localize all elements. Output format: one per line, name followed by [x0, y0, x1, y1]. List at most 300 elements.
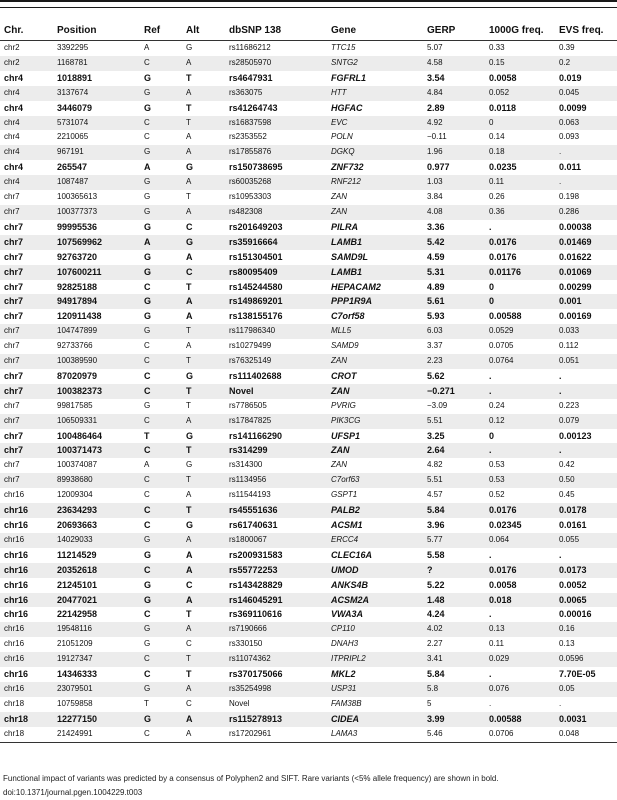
cell-freq-1000g: 0.53 — [489, 460, 505, 470]
cell-freq-evs: 0.112 — [559, 341, 579, 351]
cell-dbsnp: rs11074362 — [225, 652, 327, 667]
cell-freq-1000g: 0.00588 — [489, 311, 522, 322]
cell-freq-1000g: 0.0176 — [485, 563, 555, 578]
header-gene: Gene — [327, 20, 423, 41]
cell-ref: G — [140, 294, 182, 309]
variants-table — [0, 20, 617, 743]
cell-dbsnp: rs55772253 — [225, 563, 327, 578]
cell-alt: T — [186, 72, 192, 83]
cell-freq-1000g: 0.02345 — [489, 520, 522, 530]
cell-freq-1000g: 0.018 — [485, 593, 555, 608]
cell-freq-1000g: 0.0764 — [485, 354, 555, 369]
cell-dbsnp: rs1800067 — [225, 533, 327, 548]
cell-freq-evs: 0.001 — [555, 294, 617, 309]
table-row — [0, 280, 617, 295]
cell-freq-evs: 0.05 — [555, 682, 617, 697]
cell-dbsnp: rs200931583 — [229, 549, 283, 560]
table-row — [0, 71, 617, 86]
cell-gene: CROT — [331, 370, 357, 381]
cell-gerp: 5.61 — [423, 294, 485, 309]
header-gerp: GERP — [423, 20, 485, 41]
cell-dbsnp: rs138155176 — [229, 311, 283, 322]
cell-ref: G — [140, 205, 182, 220]
cell-freq-1000g: 0.029 — [485, 652, 555, 667]
cell-dbsnp: rs11544193 — [229, 490, 271, 500]
cell-gene: ZAN — [327, 205, 423, 220]
header-position: Position — [53, 20, 140, 41]
table-row — [0, 101, 617, 116]
cell-alt: A — [186, 549, 193, 560]
cell-alt: A — [186, 341, 192, 351]
cell-freq-1000g: 0.18 — [485, 145, 555, 160]
cell-alt: A — [186, 311, 193, 322]
cell-gene: ANKS4B — [331, 579, 369, 590]
cell-position: 19548116 — [53, 622, 140, 637]
cell-freq-evs: 0.2 — [555, 56, 617, 71]
cell-gene: EVC — [327, 116, 423, 131]
cell-dbsnp: rs10279499 — [229, 341, 272, 351]
cell-chr: chr16 — [4, 609, 29, 620]
table-row — [0, 86, 617, 101]
table-row — [0, 697, 617, 712]
cell-alt: C — [186, 698, 192, 708]
cell-gerp: 3.99 — [423, 712, 485, 727]
cell-gene: HTT — [327, 86, 423, 101]
table-row — [0, 518, 617, 533]
cell-gene: POLN — [331, 132, 353, 142]
cell-dbsnp: rs2353552 — [229, 132, 267, 142]
cell-gene: MLL5 — [327, 324, 423, 339]
cell-position: 100374087 — [57, 460, 98, 470]
cell-freq-evs: 0.0052 — [559, 579, 587, 590]
cell-alt: T — [186, 669, 192, 680]
cell-freq-evs: 0.13 — [559, 639, 575, 649]
cell-freq-1000g: 0.076 — [485, 682, 555, 697]
cell-dbsnp: rs150738695 — [229, 162, 283, 173]
cell-gerp: −0.11 — [427, 132, 447, 142]
cell-freq-1000g: 0.064 — [485, 533, 555, 548]
cell-freq-evs: 0.16 — [555, 622, 617, 637]
cell-position: 99995536 — [57, 221, 98, 232]
cell-chr: chr4 — [0, 116, 53, 131]
cell-alt: C — [186, 579, 193, 590]
cell-chr: chr7 — [0, 294, 53, 309]
cell-alt: A — [182, 145, 225, 160]
cell-gerp: 4.84 — [423, 86, 485, 101]
cell-freq-1000g: 0.52 — [489, 490, 505, 500]
cell-gerp: 1.48 — [423, 593, 485, 608]
table-row — [0, 399, 617, 414]
cell-gene: ZNF732 — [331, 162, 364, 173]
cell-freq-1000g: 0.0176 — [485, 503, 555, 518]
cell-freq-1000g: 0 — [485, 116, 555, 131]
table-row — [0, 309, 617, 324]
header-1000g-freq: 1000G freq. — [485, 20, 555, 41]
cell-position: 21424991 — [53, 727, 140, 742]
cell-ref: C — [140, 652, 182, 667]
cell-position: 107569962 — [53, 235, 140, 250]
cell-gene: PALB2 — [327, 503, 423, 518]
cell-gene: ACSM1 — [331, 520, 363, 530]
cell-position: 265547 — [57, 162, 88, 173]
table-row — [0, 205, 617, 220]
cell-dbsnp: rs201649203 — [229, 221, 283, 232]
cell-dbsnp: rs28505970 — [225, 56, 327, 71]
cell-gerp: −0.271 — [423, 384, 485, 399]
cell-freq-1000g: . — [489, 698, 492, 708]
cell-freq-evs: 0.048 — [555, 727, 617, 742]
cell-dbsnp: rs117986340 — [225, 324, 327, 339]
cell-gerp: 5 — [427, 698, 432, 708]
cell-gerp: 3.37 — [427, 341, 443, 351]
cell-gerp: 5.31 — [423, 265, 485, 280]
cell-ref: G — [140, 265, 182, 280]
cell-dbsnp: rs151304501 — [229, 251, 283, 262]
cell-alt: G — [186, 520, 194, 530]
cell-alt: T — [182, 116, 225, 131]
cell-position: 92733766 — [57, 341, 93, 351]
cell-gene: ZAN — [327, 443, 423, 458]
cell-alt: T — [186, 281, 192, 292]
table-row — [0, 652, 617, 667]
cell-chr: chr2 — [4, 43, 20, 52]
table-row — [0, 667, 617, 682]
cell-chr: chr16 — [0, 593, 53, 608]
cell-gene: LAMB1 — [327, 265, 423, 280]
cell-ref: C — [140, 473, 182, 488]
header-chr: Chr. — [0, 20, 53, 41]
cell-ref: C — [140, 56, 182, 71]
cell-alt: A — [182, 86, 225, 101]
cell-gene: RNF212 — [327, 175, 423, 190]
cell-position: 99817585 — [57, 400, 93, 410]
cell-dbsnp: rs363075 — [225, 86, 327, 101]
cell-chr: chr7 — [4, 311, 24, 322]
cell-ref: G — [144, 72, 152, 83]
cell-gene: UFSP1 — [331, 430, 361, 441]
cell-ref: G — [140, 175, 182, 190]
cell-ref: C — [140, 354, 182, 369]
cell-freq-evs: 0.045 — [555, 86, 617, 101]
cell-freq-1000g: 0.0529 — [485, 324, 555, 339]
cell-freq-evs: 0.00169 — [559, 311, 592, 322]
table-row — [0, 220, 617, 235]
cell-gene: HEPACAM2 — [331, 281, 381, 292]
cell-freq-evs: 0.00038 — [559, 221, 592, 232]
cell-gene: FAM38B — [331, 698, 362, 708]
cell-chr: chr18 — [0, 712, 53, 727]
table-row — [0, 607, 617, 622]
cell-alt: G — [186, 460, 193, 470]
cell-gene: ZAN — [327, 384, 423, 399]
cell-freq-evs: 0.00016 — [559, 609, 592, 620]
cell-position: 14029033 — [53, 533, 140, 548]
cell-freq-1000g: . — [489, 669, 492, 680]
cell-ref: C — [144, 520, 151, 530]
cell-chr: chr7 — [4, 370, 24, 381]
cell-alt: A — [182, 563, 225, 578]
cell-dbsnp: rs149869201 — [225, 294, 327, 309]
cell-freq-1000g: 0 — [485, 294, 555, 309]
cell-gerp: 5.42 — [423, 235, 485, 250]
cell-alt: A — [182, 622, 225, 637]
cell-ref: G — [140, 86, 182, 101]
table-row — [0, 354, 617, 369]
table-row — [0, 145, 617, 160]
cell-ref: G — [140, 145, 182, 160]
cell-ref: G — [140, 593, 182, 608]
cell-chr: chr7 — [0, 473, 53, 488]
cell-position: 1087487 — [53, 175, 140, 190]
table-row — [0, 578, 617, 593]
cell-alt: T — [186, 192, 191, 202]
header-dbsnp: dbSNP 138 — [225, 20, 327, 41]
cell-chr: chr7 — [0, 414, 53, 429]
cell-freq-evs: . — [555, 443, 617, 458]
cell-chr: chr16 — [0, 533, 53, 548]
cell-gene: C7orf58 — [331, 311, 365, 322]
cell-dbsnp: Novel — [229, 698, 250, 708]
cell-gerp: 5.84 — [423, 503, 485, 518]
cell-ref: G — [140, 682, 182, 697]
cell-ref: G — [144, 579, 152, 590]
cell-ref: C — [140, 116, 182, 131]
cell-dbsnp: rs61740631 — [229, 520, 278, 530]
cell-gerp: 5.93 — [427, 311, 445, 322]
cell-gene: MKL2 — [331, 669, 356, 680]
cell-alt: T — [186, 102, 192, 113]
cell-freq-1000g: 0.01176 — [485, 265, 555, 280]
cell-position: 106509331 — [53, 414, 140, 429]
cell-position: 100377373 — [53, 205, 140, 220]
table-row — [0, 443, 617, 458]
table-row — [0, 369, 617, 384]
cell-freq-evs: 0.39 — [559, 43, 575, 52]
cell-freq-1000g: 0.15 — [485, 56, 555, 71]
cell-freq-evs: 0.063 — [555, 116, 617, 131]
cell-gene: CIDEA — [327, 712, 423, 727]
cell-freq-evs: 0.079 — [555, 414, 617, 429]
cell-ref: C — [140, 727, 182, 742]
cell-dbsnp: rs143428829 — [229, 579, 283, 590]
cell-alt: T — [186, 400, 191, 410]
cell-position: 967191 — [53, 145, 140, 160]
table-row — [0, 488, 617, 503]
header-ref: Ref — [140, 20, 182, 41]
cell-alt: T — [182, 443, 225, 458]
table-row — [0, 41, 617, 56]
cell-alt: T — [182, 354, 225, 369]
table-row — [0, 563, 617, 578]
cell-alt: A — [182, 533, 225, 548]
cell-gerp: 3.54 — [427, 72, 445, 83]
cell-ref: G — [144, 400, 151, 410]
table-footnote: Functional impact of variants was predicted by a consensus of Polyphen2 and SIFT. Rare variants (<5% allele frequency) are shown in bold. — [3, 774, 499, 783]
cell-alt: A — [186, 132, 192, 142]
cell-freq-evs: 0.093 — [559, 132, 580, 142]
cell-alt: T — [182, 503, 225, 518]
cell-freq-evs: 0.286 — [555, 205, 617, 220]
table-row — [0, 265, 617, 280]
cell-dbsnp: rs7786505 — [229, 400, 267, 410]
cell-chr: chr16 — [0, 503, 53, 518]
cell-alt: T — [182, 324, 225, 339]
cell-ref: A — [144, 162, 151, 173]
cell-freq-evs: 0.50 — [555, 473, 617, 488]
cell-position: 12009304 — [57, 490, 93, 500]
cell-ref: G — [140, 622, 182, 637]
cell-gerp: 5.77 — [423, 533, 485, 548]
cell-chr: chr7 — [4, 430, 24, 441]
cell-position: 23079501 — [53, 682, 140, 697]
cell-gene: SAMD9 — [331, 341, 359, 351]
cell-gene: PPP1R9A — [327, 294, 423, 309]
table-row — [0, 712, 617, 727]
cell-gene: CP110 — [327, 622, 423, 637]
cell-gene: HGFAC — [331, 102, 363, 113]
cell-freq-1000g: 0.0058 — [489, 72, 517, 83]
cell-freq-1000g: 0 — [489, 281, 495, 292]
cell-freq-evs: . — [555, 145, 617, 160]
cell-position: 23634293 — [53, 503, 140, 518]
cell-freq-evs: 0.01469 — [555, 235, 617, 250]
cell-alt: G — [186, 43, 193, 52]
cell-position: 20693663 — [57, 520, 98, 530]
cell-alt: A — [182, 205, 225, 220]
cell-chr: chr16 — [0, 622, 53, 637]
cell-gene: UMOD — [327, 563, 423, 578]
cell-dbsnp: rs314299 — [225, 443, 327, 458]
cell-alt: T — [182, 384, 225, 399]
header-evs-freq: EVS freq. — [555, 20, 617, 41]
cell-dbsnp: rs370175066 — [229, 669, 283, 680]
cell-chr: chr18 — [4, 698, 25, 708]
cell-gerp: 4.82 — [427, 460, 443, 470]
cell-alt: G — [186, 370, 194, 381]
cell-position: 100389590 — [53, 354, 140, 369]
cell-gene: ACSM2A — [327, 593, 423, 608]
cell-chr: chr7 — [4, 400, 20, 410]
table-row — [0, 622, 617, 637]
cell-chr: chr16 — [4, 669, 29, 680]
cell-chr: chr7 — [0, 205, 53, 220]
cell-freq-1000g: 0.0058 — [489, 579, 517, 590]
cell-position: 5731074 — [53, 116, 140, 131]
cell-dbsnp: rs17847825 — [225, 414, 327, 429]
top-rule-secondary — [0, 7, 617, 8]
cell-freq-evs: 0.0065 — [555, 593, 617, 608]
cell-position: 20477021 — [53, 593, 140, 608]
cell-freq-1000g: 0.12 — [485, 414, 555, 429]
cell-chr: chr7 — [4, 192, 20, 202]
cell-chr: chr4 — [4, 72, 24, 83]
cell-freq-evs: . — [555, 384, 617, 399]
cell-alt: A — [182, 56, 225, 71]
table-row — [0, 473, 617, 488]
cell-gene: FGFRL1 — [331, 72, 366, 83]
cell-freq-1000g: 0.14 — [489, 132, 505, 142]
cell-position: 89938680 — [53, 473, 140, 488]
cell-chr: chr4 — [0, 175, 53, 190]
cell-freq-1000g: 0.0706 — [485, 727, 555, 742]
doi-label: doi:10.1371/journal.pgen.1004229.t003 — [3, 788, 143, 797]
cell-gerp: 5.58 — [427, 549, 445, 560]
cell-freq-1000g: 0.36 — [485, 205, 555, 220]
cell-dbsnp: rs1134956 — [225, 473, 327, 488]
cell-dbsnp: rs111402688 — [229, 370, 282, 381]
table-row — [0, 414, 617, 429]
cell-chr: chr7 — [4, 281, 24, 292]
cell-ref: A — [144, 43, 150, 52]
cell-gerp: 4.24 — [427, 609, 445, 620]
cell-dbsnp: rs80095409 — [225, 265, 327, 280]
cell-freq-evs: 0.223 — [559, 400, 580, 410]
cell-alt: C — [186, 639, 192, 649]
cell-gene: ZAN — [331, 192, 347, 202]
cell-position: 3446079 — [57, 102, 93, 113]
cell-position: 20352618 — [53, 563, 140, 578]
cell-ref: G — [144, 639, 151, 649]
cell-gene: CLEC16A — [331, 549, 373, 560]
cell-gene: SAMD9L — [331, 251, 369, 262]
cell-freq-evs: . — [559, 698, 562, 708]
cell-chr: chr4 — [4, 162, 24, 173]
cell-freq-evs: 7.70E-05 — [559, 669, 596, 680]
cell-freq-1000g: 0.53 — [485, 473, 555, 488]
cell-chr: chr7 — [0, 324, 53, 339]
cell-freq-evs: . — [555, 175, 617, 190]
cell-position: 107600211 — [53, 265, 140, 280]
cell-gene: PILRA — [331, 221, 358, 232]
cell-dbsnp: rs16837598 — [225, 116, 327, 131]
table-row — [0, 250, 617, 265]
cell-chr: chr7 — [0, 443, 53, 458]
cell-gerp: 3.96 — [427, 520, 445, 530]
cell-dbsnp: rs115278913 — [225, 712, 327, 727]
cell-dbsnp: rs369110616 — [229, 609, 283, 620]
table-row — [0, 682, 617, 697]
cell-freq-1000g: . — [489, 370, 492, 381]
cell-ref: C — [140, 563, 182, 578]
cell-gerp: 5.22 — [427, 579, 445, 590]
cell-chr: chr7 — [4, 221, 24, 232]
cell-position: 92763720 — [57, 251, 98, 262]
cell-gene: ITPRIPL2 — [327, 652, 423, 667]
cell-freq-1000g: 0.11 — [485, 175, 555, 190]
cell-position: 94917894 — [53, 294, 140, 309]
cell-chr: chr16 — [0, 563, 53, 578]
cell-freq-1000g: . — [489, 609, 492, 620]
cell-ref: A — [140, 235, 182, 250]
table-row — [0, 458, 617, 473]
cell-freq-1000g: 0.33 — [489, 43, 505, 52]
table-body — [0, 41, 617, 743]
cell-gerp: 3.25 — [427, 430, 445, 441]
cell-alt: A — [182, 727, 225, 742]
cell-position: 3137674 — [53, 86, 140, 101]
cell-gerp: ? — [423, 563, 485, 578]
cell-gerp: 4.08 — [423, 205, 485, 220]
table-row — [0, 429, 617, 444]
table-row — [0, 533, 617, 548]
cell-dbsnp: Novel — [225, 384, 327, 399]
cell-gerp: 2.89 — [427, 102, 445, 113]
cell-freq-1000g: 0.00588 — [485, 712, 555, 727]
cell-alt: A — [182, 175, 225, 190]
cell-position: 21245101 — [57, 579, 98, 590]
cell-chr: chr16 — [4, 520, 29, 530]
cell-gene: DNAH3 — [331, 639, 359, 649]
